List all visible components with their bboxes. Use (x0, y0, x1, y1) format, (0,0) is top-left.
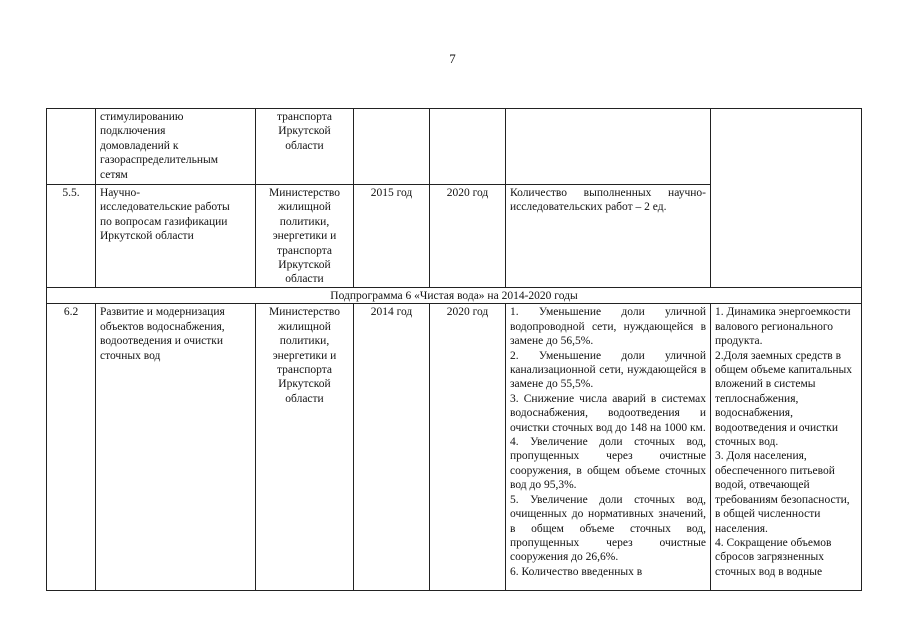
result-item: 1. Уменьшение доли уличной водопроводной сети, нуждающейся в замене до 56,5%. (510, 306, 706, 348)
measure-name: Развитие и модернизация объектов водоснабжения, водоотведения и очистки сточных вод (96, 304, 256, 591)
expected-results: Количество выполненных научно-исследовательских работ – 2 ед. (506, 185, 711, 288)
measure-name: Научно- исследовательские работы по вопросам газификации Иркутской области (96, 185, 256, 288)
result-item: 4. Увеличение доли сточных вод, пропущенных через очистные сооружения, в общем объеме сточных вод до 95,3%. (510, 436, 706, 492)
indicator-item: 1. Динамика энергоемкости валового регионального продукта. (715, 306, 851, 348)
responsible-org: Министерство жилищной политики, энергетики и транспорта Иркутской области (256, 304, 354, 591)
indicator-item: 2.Доля заемных средств в общем объеме капитальных вложений в системы теплоснабжения, водоснабжения, водоотведения и очистки сточных вод. (715, 349, 852, 449)
target-indicators (711, 304, 862, 591)
start-year: 2014 год (354, 304, 430, 591)
result-item: 2. Уменьшение доли уличной канализационной сети, нуждающейся в замене до 55,5%. (510, 349, 706, 391)
start-year (354, 109, 430, 185)
result-item: 6. Количество введенных в (510, 565, 643, 578)
result-item: 3. Снижение числа аварий в системах водоснабжения, водоотведения и очистки сточных вод до 148 на 1000 км. (510, 392, 706, 434)
subprogram-title: Подпрограмма 6 «Чистая вода» на 2014-2020 годы (47, 288, 862, 304)
table-row (47, 304, 862, 591)
subprogram-row (47, 288, 862, 304)
measure-name: стимулированию подключения домовладений к газораспределительным сетям (96, 109, 256, 185)
expected-results (506, 109, 711, 185)
target-indicators (711, 109, 862, 288)
program-table (46, 108, 862, 591)
end-year (430, 109, 506, 185)
row-number (47, 109, 96, 185)
start-year: 2015 год (354, 185, 430, 288)
end-year: 2020 год (430, 304, 506, 591)
table-row (47, 109, 862, 185)
page-number: 7 (449, 51, 456, 66)
result-item: 5. Увеличение доли сточных вод, очищенных до нормативных значений, в общем объеме сточных вод, пропущенных через очистные сооружения до 26,6%. (510, 493, 706, 564)
expected-results (506, 304, 711, 591)
indicator-item: 4. Сокращение объемов сбросов загрязненных сточных вод в водные (715, 536, 832, 578)
responsible-org: Министерство жилищной политики, энергетики и транспорта Иркутской области (256, 185, 354, 288)
responsible-org: транспорта Иркутской области (256, 109, 354, 185)
row-number: 5.5. (47, 185, 96, 288)
row-number: 6.2 (47, 304, 96, 591)
indicator-item: 3. Доля населения, обеспеченного питьевой водой, отвечающей требованиям безопасности, в общей численности населения. (715, 450, 850, 535)
end-year: 2020 год (430, 185, 506, 288)
